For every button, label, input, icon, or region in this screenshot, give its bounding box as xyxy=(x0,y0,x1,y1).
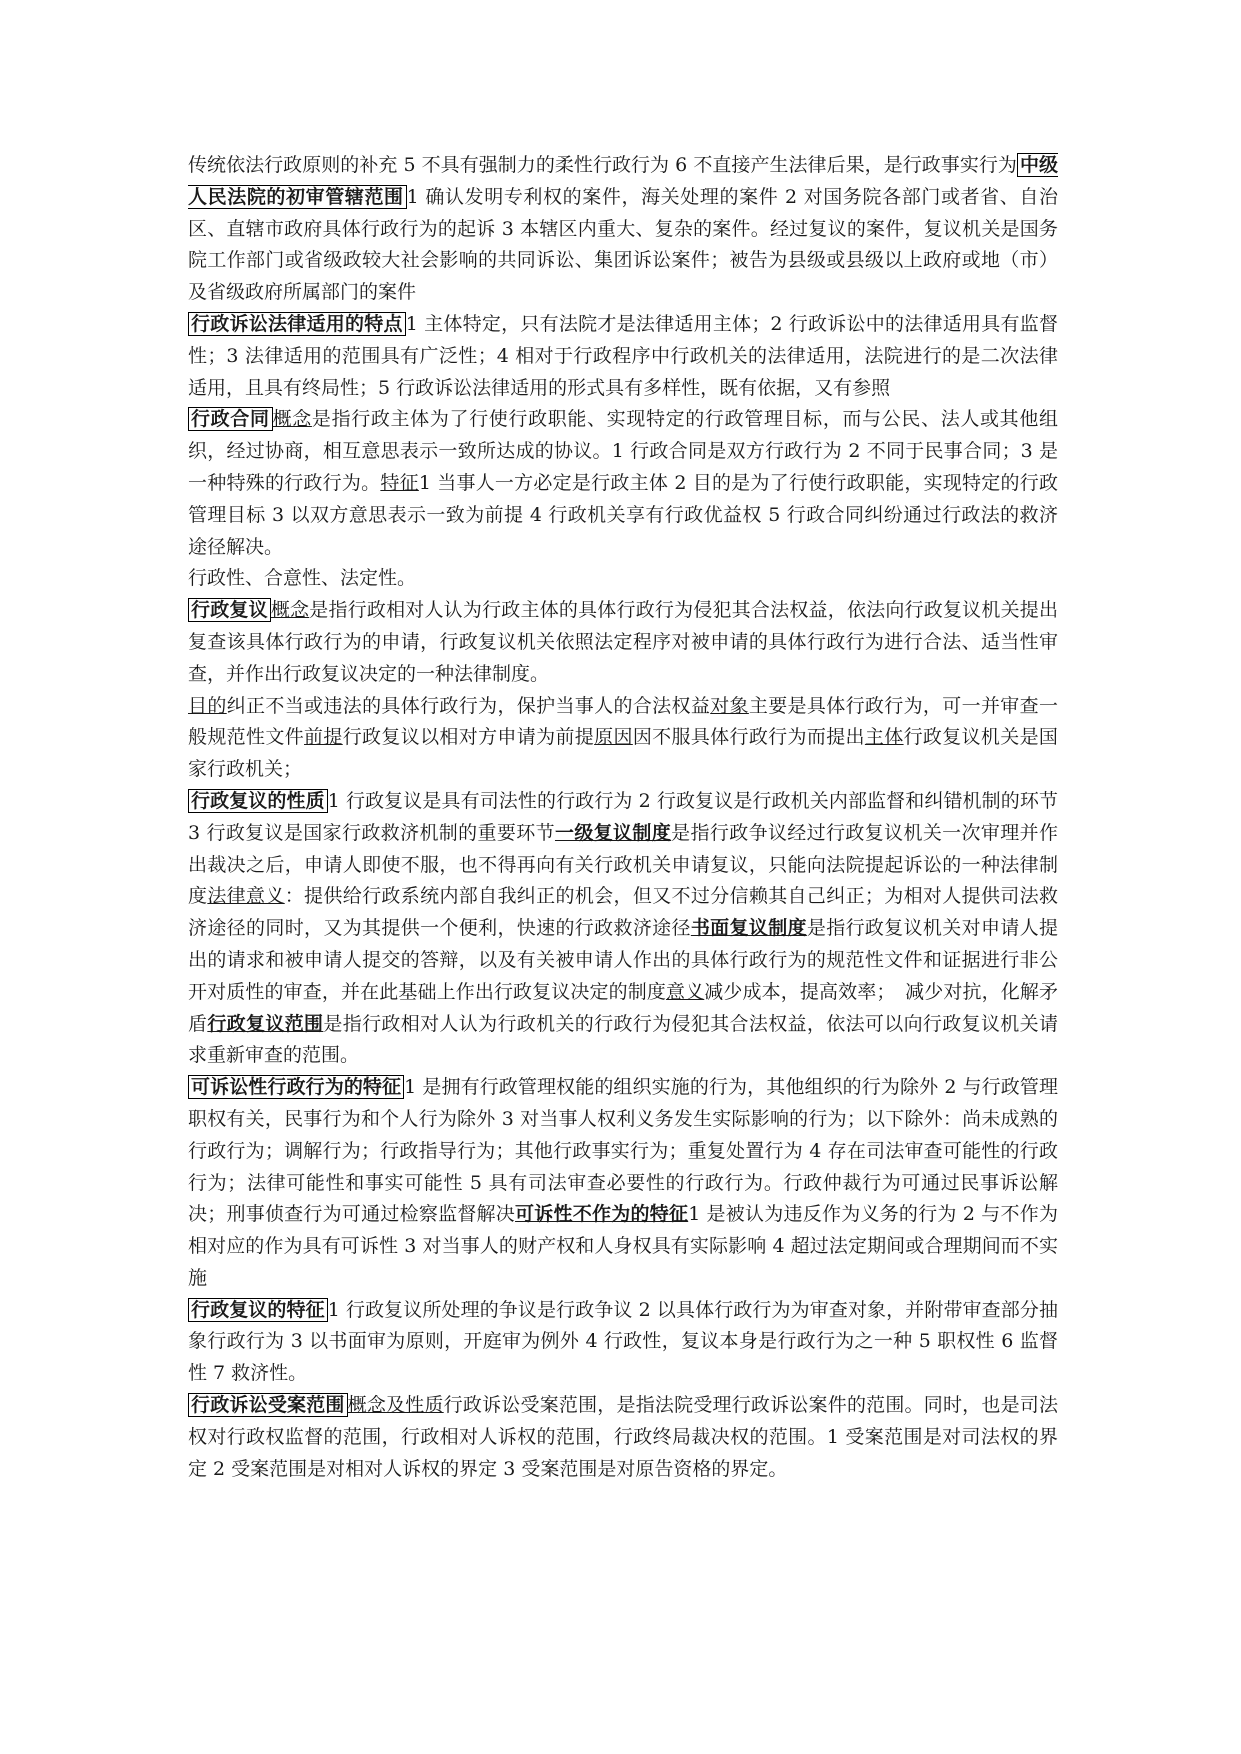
boxed-heading: 行政诉讼法律适用的特点 xyxy=(188,312,406,336)
text-segment: 是指行政复议机关对申请人提出的请求和被申请人提交的答辩，以及有关被申请人作出的具体行政行为的规范性文件和证据进行非公开对质性的审查，并在此基础上作出行政复议决定的制度 xyxy=(188,917,1058,1003)
paragraph-law-application-features xyxy=(188,309,1058,404)
text-segment: 1 是拥有行政管理权能的组织实施的行为，其他组织的行为除外 2 与行政管理职权有关，民事行为和个人行为除外 3 对当事人权利义务发生实际影响的行为；以下除外：尚未成熟的行政行为；调解行为；行政指导行为；其他行政事实行为；重复处置行为 4 存在司法审查可能性的行政行为；法律可能性和事实可能性 5 具有司法审查必要性的行政行为。行政仲裁行为可通过民事诉讼解决；刑事侦查行为可通过检察监督解决 xyxy=(188,1076,1058,1226)
underlined-term: 概念 xyxy=(272,408,312,431)
text-segment: 传统依法行政原则的补充 5 不具有强制力的柔性行政行为 6 不直接产生法律后果，是行政事实行为 xyxy=(188,154,1017,176)
text-segment: 纠正不当或违法的具体行政行为，保护当事人的合法权益 xyxy=(226,694,711,717)
text-segment: 1 确认发明专利权的案件，海关处理的案件 2 对国务院各部门或者省、自治区、直辖市政府具体行政行为的起诉 3 本辖区内重大、复杂的案件。经过复议的案件，复议机关是国务院工作部门或省级政较大社会影响的共同诉讼、集团诉讼案件；被告为县级或县级以上政府或地（市）及省级政府所属部门的案件 xyxy=(188,185,1058,304)
text-segment: 减少成本，提高效率； 减少对抗，化解矛盾 xyxy=(188,980,1058,1035)
text-segment: 是指行政主体为了行使行政职能、实现特定的行政管理目标，而与公民、法人或其他组织，经过协商，相互意思表示一致所达成的协议。1 行政合同是双方行政行为 2 不同于民事合同；3 是一种特殊的行政行为。 xyxy=(188,408,1058,494)
underlined-term: 概念 xyxy=(270,599,310,622)
boxed-heading: 行政合同 xyxy=(188,407,273,431)
underlined-term: 主体 xyxy=(864,726,904,749)
text-segment: 1 是被认为违反作为义务的行为 2 与不作为相对应的作为具有可诉性 3 对当事人的财产权和人身权具有实际影响 4 超过法定期间或合理期间而不实施 xyxy=(188,1203,1058,1289)
text-segment: 1 主体特定，只有法院才是法律适用主体；2 行政诉讼中的法律适用具有监督性；3 法律适用的范围具有广泛性；4 相对于行政程序中行政机关的法律适用，法院进行的是二次法律适用，且具有终局性；5 行政诉讼法律适用的形式具有多样性，既有依据，又有参照 xyxy=(188,312,1058,399)
boxed-heading: 行政诉讼受案范围 xyxy=(188,1393,348,1417)
text-segment: 是指行政相对人认为行政主体的具体行政行为侵犯其合法权益，依法向行政复议机关提出复查该具体行政行为的申请，行政复议机关依照法定程序对被申请的具体行政行为进行合法、适当性审查，并作出行政复议决定的一种法律制度。 xyxy=(188,599,1058,685)
paragraph-intermediate-court-jurisdiction xyxy=(188,150,1058,309)
boxed-heading: 中级人民法院的初审管辖范围 xyxy=(188,154,1058,208)
paragraph-review-features xyxy=(188,1295,1058,1390)
paragraph-litigation-scope xyxy=(188,1390,1058,1485)
bold-underlined-term: 书面复议制度 xyxy=(690,917,807,940)
text-segment: ：提供给行政系统内部自我纠正的机会，但又不过分信赖其自己纠正；为相对人提供司法救济途径的同时，又为其提供一个便利，快速的行政救济途径 xyxy=(188,885,1058,940)
underlined-term: 意义 xyxy=(666,980,705,1003)
paragraph-review-nature xyxy=(188,786,1058,1072)
text-segment: 是指行政相对人认为行政机关的行政行为侵犯其合法权益，依法可以向行政复议机关请求重新审查的范围。 xyxy=(188,1012,1058,1067)
underlined-term: 概念及性质 xyxy=(347,1394,444,1417)
text-segment: 1 行政复议是具有司法性的行政行为 2 行政复议是行政机关内部监督和纠错机制的环节 3 行政复议是国家行政救济机制的重要环节 xyxy=(188,789,1058,844)
underlined-term: 原因 xyxy=(594,726,633,749)
boxed-heading: 行政复议 xyxy=(188,598,271,622)
underlined-term: 目的 xyxy=(188,694,227,717)
text-segment: 行政复议以相对方申请为前提 xyxy=(342,726,595,749)
text-segment: 是指行政争议经过行政复议机关一次审理并作出裁决之后，申请人即使不服，也不得再向有关行政机关申请复议，只能向法院提起诉讼的一种法律制度 xyxy=(188,821,1058,908)
bold-underlined-term: 可诉性不作为的特征 xyxy=(515,1203,689,1226)
document-page xyxy=(188,150,1058,1485)
paragraph-administrative-review-concept xyxy=(188,595,1058,690)
boxed-heading: 行政复议的特征 xyxy=(188,1298,328,1322)
paragraph-administrative-contract xyxy=(188,404,1058,563)
paragraph-actionable-acts xyxy=(188,1072,1058,1295)
text-segment: 行政诉讼受案范围，是指法院受理行政诉讼案件的范围。同时，也是司法权对行政权监督的范围，行政相对人诉权的范围，行政终局裁决权的范围。1 受案范围是对司法权的界定 2 受案范围是对相对人诉权的界定 3 受案范围是对原告资格的界定。 xyxy=(188,1394,1058,1480)
paragraph-review-purpose xyxy=(188,691,1058,786)
text-segment: 1 行政复议所处理的争议是行政争议 2 以具体行政行为为审查对象，并附带审查部分抽象行政行为 3 以书面审为原则，开庭审为例外 4 行政性，复议本身是行政行为之一种 5 职权性 6 监督性 7 救济性。 xyxy=(188,1298,1058,1385)
underlined-term: 前提 xyxy=(304,726,343,749)
underlined-term: 对象 xyxy=(710,694,749,717)
boxed-heading: 行政复议的性质 xyxy=(188,789,328,813)
bold-underlined-term: 行政复议范围 xyxy=(207,1012,324,1035)
bold-underlined-term: 一级复议制度 xyxy=(554,821,672,844)
underlined-term: 特征 xyxy=(380,471,419,494)
text-segment: 1 当事人一方必定是行政主体 2 目的是为了行使行政职能，实现特定的行政管理目标 3 以双方意思表示一致为前提 4 行政机关享有行政优益权 5 行政合同纠纷通过行政法的救济途径解决。 xyxy=(188,471,1058,558)
boxed-heading: 可诉讼性行政行为的特征 xyxy=(188,1075,404,1099)
text-segment: 主要是具体行政行为，可一并审查一般规范性文件 xyxy=(188,694,1058,749)
underlined-term: 法律意义 xyxy=(207,885,285,908)
text-segment: 因不服具体行政行为而提出 xyxy=(632,726,865,749)
text-segment: 行政性、合意性、法定性。 xyxy=(188,567,417,590)
paragraph-contract-attributes xyxy=(188,563,1058,595)
text-segment: 行政复议机关是国家行政机关； xyxy=(188,726,1058,781)
